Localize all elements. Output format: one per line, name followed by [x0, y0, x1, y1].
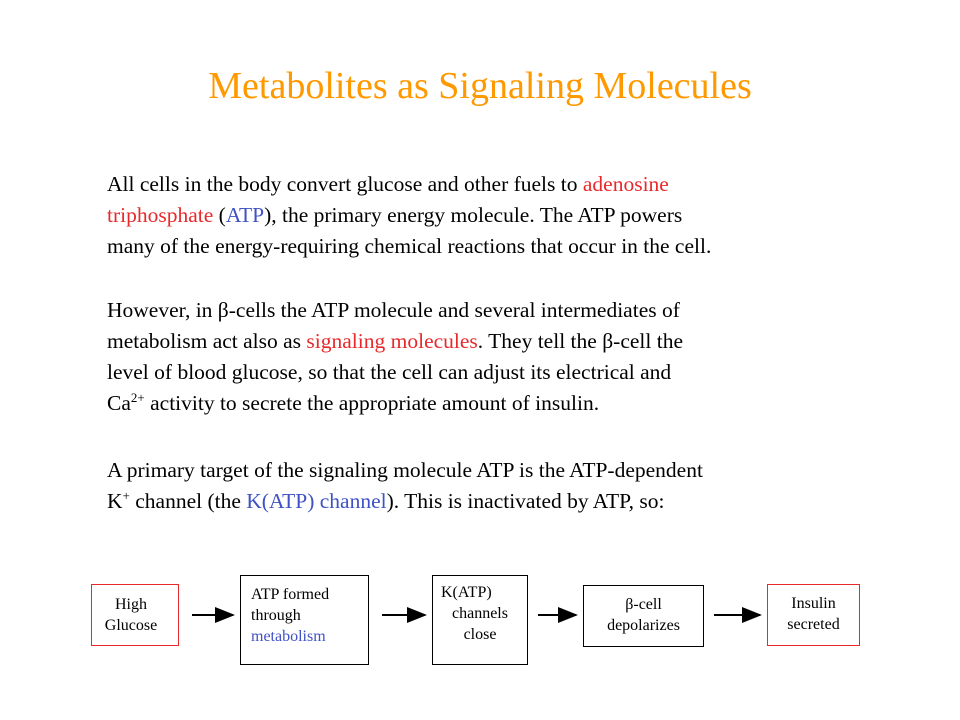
paragraph-text: ). This is inactivated by ATP, so: — [386, 489, 665, 513]
paragraph-text: many of the energy-requiring chemical reactions that occur in the cell. — [107, 234, 712, 258]
superscript: 2+ — [130, 390, 145, 405]
highlight-signaling-molecules: signaling molecules — [306, 329, 478, 353]
flow-box-label: channels — [452, 605, 508, 622]
beta-symbol: β — [602, 329, 614, 353]
paragraph-text: K — [107, 489, 123, 513]
paragraph-text: All cells in the body convert glucose and other fuels to — [107, 172, 583, 196]
paragraph-text: ), the primary energy molecule. The ATP powers — [264, 203, 683, 227]
paragraph-text: However, in — [107, 298, 218, 322]
paragraph-text: activity to secrete the appropriate amount of insulin. — [144, 391, 600, 415]
paragraph-text: -cell the — [613, 329, 683, 353]
paragraph-text: . They tell the — [477, 329, 603, 353]
flow-box-label: K(ATP) — [441, 584, 492, 601]
flow-box-label: close — [463, 626, 497, 643]
highlight-atp: ATP — [225, 203, 265, 227]
paragraph-text: level of blood glucose, so that the cell can adjust its electrical and — [107, 360, 672, 384]
flow-box-label: secreted — [787, 616, 840, 633]
paragraph-text: channel (the — [129, 489, 247, 513]
highlight-triphosphate: triphosphate — [107, 203, 214, 227]
flow-box-label: High — [115, 596, 147, 613]
flow-box-label: Glucose — [104, 617, 158, 634]
highlight-adenosine: adenosine — [582, 172, 669, 196]
paragraph-text: -cells the ATP molecule and several intermediates of — [228, 298, 680, 322]
flow-box-label: ATP formed — [251, 586, 330, 603]
superscript: + — [122, 488, 130, 503]
flow-box-label: depolarizes — [607, 617, 680, 634]
flow-box-label: Insulin — [791, 595, 836, 612]
paragraph-text: Ca — [107, 391, 131, 415]
beta-symbol: β — [217, 298, 229, 322]
flow-box-label: through — [251, 607, 301, 624]
flow-box-label: metabolism — [251, 628, 326, 645]
flow-box-label: -cell — [633, 596, 662, 613]
beta-symbol: β — [625, 596, 634, 613]
highlight-katp-channel: K(ATP) channel — [246, 489, 387, 513]
paragraph-text: metabolism act also as — [107, 329, 307, 353]
paragraph-text: ( — [213, 203, 226, 227]
paragraph-text: A primary target of the signaling molecule ATP is the ATP-dependent — [107, 458, 703, 482]
slide-title: Metabolites as Signaling Molecules — [208, 65, 752, 107]
